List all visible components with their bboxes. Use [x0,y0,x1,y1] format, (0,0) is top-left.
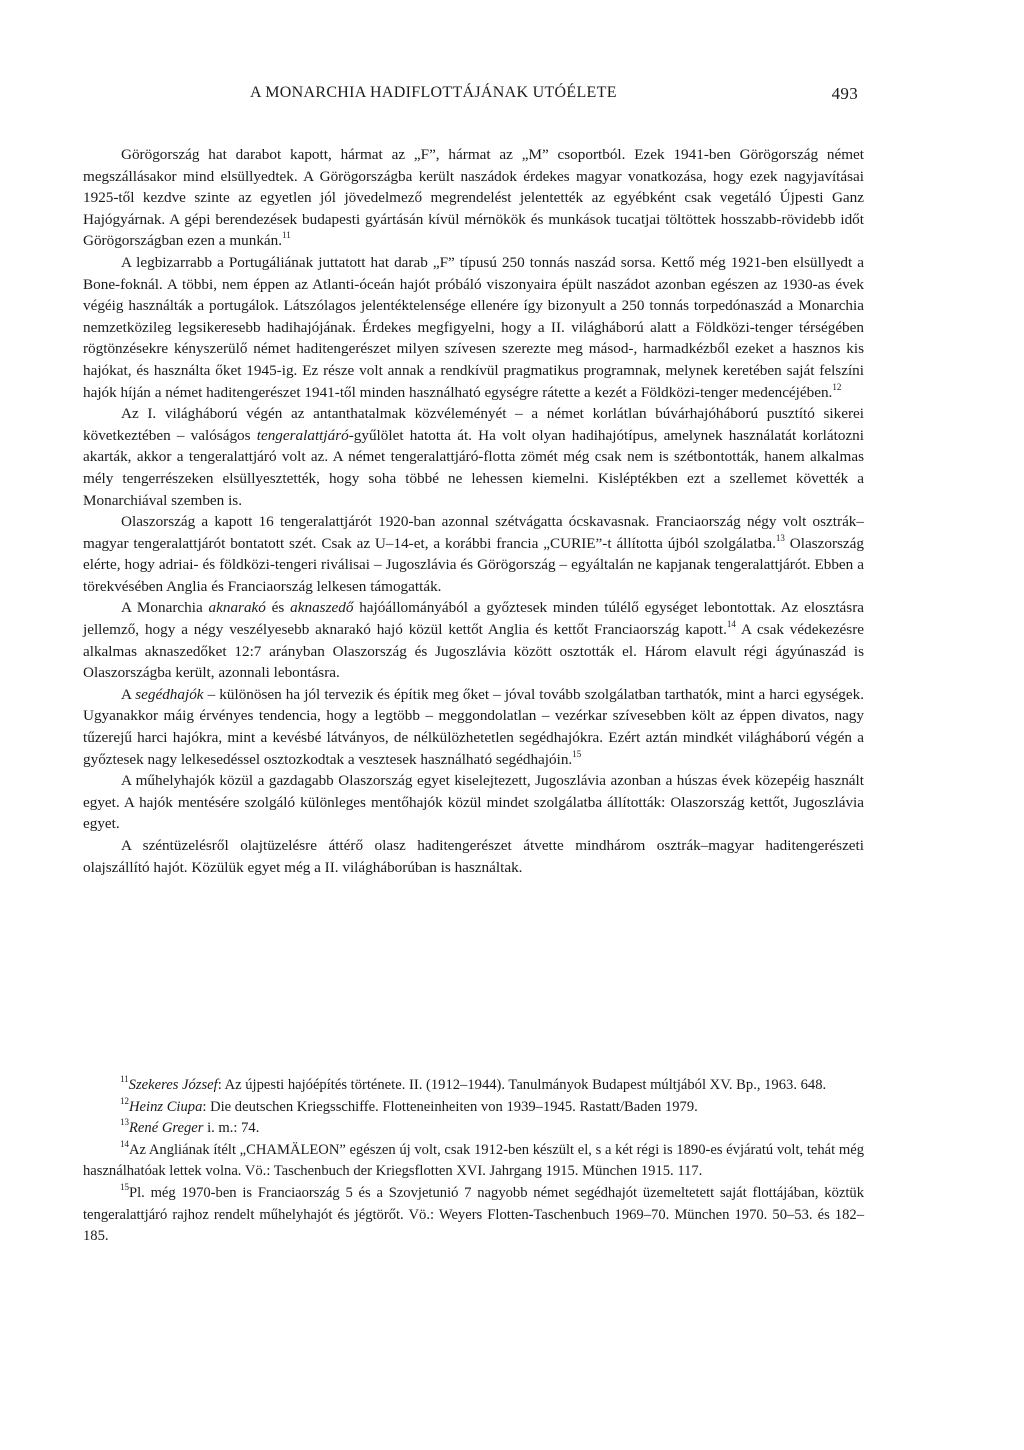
footnote-author: René Greger [129,1120,204,1137]
paragraph [83,770,864,835]
footnote [83,1075,864,1097]
paragraph [83,403,864,511]
paragraph-text: – különösen ha jól tervezik és építik meg őket – jóval tovább szolgálatban tarthatók, mint a harci egységek. Ugyanakkor máig érvényes tendencia, hogy a legtöbb – meggondolatlan – vezérkar szívesebben költ az éppen divatos, nagy tűzerejű harci hajókra, mint a kevésbé látványos, de nélkülözhetetlen segédhajókra. Ezért aztán mindkét világháború végén a győztesek nagy lelkesedéssel osztozkodtak a vesztesek használható segédhajóin. [83,685,865,768]
emphasis: aknarakó [208,599,266,617]
paragraph-text: Az I. világháború végén az antanthatalmak közvéleményét – a német korlátlan búvárhajóháború pusztító sikerei következtében – valóságos [83,405,864,444]
footnote-ref: 13 [775,532,785,543]
footnote [83,1118,864,1140]
paragraph [83,511,864,597]
paragraph-text: A széntüzelésről olajtüzelésre áttérő olasz haditengerészet átvette mindhárom osztrák–magyar haditengerészeti olajszállító hajót. Közülük egyet még a II. világháborúban is használtak. [83,837,864,876]
paragraph-text: A csak védekezésre alkalmas aknaszedőket 12:7 arányban Olaszország és Jugoszlávia között osztották el. Három elavult régi ágyúnaszád is Olaszországba került, azonnali lebontásra. [83,621,864,682]
paragraph-text: Olaszország a kapott 16 tengeralattjárót 1920-ban azonnal szétvágatta ócskavasnak. Franciaország négy volt osztrák–magyar tengeralattjárót bontatott szét. Csak az U–14-et, a korábbi francia „CURIE”-t állította újból szolgálatba. [83,513,864,552]
paragraph [83,835,864,878]
running-title: A MONARCHIA HADIFLOTTÁJÁNAK UTÓÉLETE [250,84,617,101]
emphasis: aknaszedő [290,599,354,617]
footnote-ref: 14 [726,619,736,630]
footnote [83,1140,864,1183]
footnote-number: 15 [120,1181,129,1192]
footnote-number: 11 [120,1074,129,1084]
paragraph-text: A Monarchia [121,599,209,617]
page-number: 493 [831,84,858,103]
footnote [83,1097,864,1119]
paragraph [83,684,864,770]
footnote [83,1183,864,1248]
paragraph [83,597,864,683]
footnote-text: i. m.: 74. [203,1120,260,1137]
footnote-text: : Die deutschen Kriegsschiffe. Flotteneinheiten von 1939–1945. Rastatt/Baden 1979. [202,1098,698,1115]
footnote-author: Heinz Ciupa [129,1098,203,1115]
running-header [0,84,1024,108]
paragraph [83,144,864,252]
footnote-text: : Az újpesti hajóépítés története. II. (1912–1944). Tanulmányok Budapest múltjából XV. Bp., 1963. 648. [217,1077,827,1093]
paragraph-text: A műhelyhajók közül a gazdagabb Olaszország egyet kiselejtezett, Jugoszlávia azonban a húszas évek közepéig használt egyet. A hajók mentésére szolgáló különleges mentőhajók közül mindet szolgálatba állították: Olaszország kettőt, Jugoszlávia egyet. [83,772,864,833]
footnote-author: Szekeres József [128,1077,218,1093]
footnote-number: 12 [120,1095,129,1106]
paragraph-text: Olaszország elérte, hogy adriai- és földközi-tengeri riválisai – Jugoszlávia és Görögország – egyáltalán ne kapjanak tengeralattjárót. Ebben a törekvésében Anglia és Franciaország lelkesen támogatták. [83,534,864,595]
footnote-number: 14 [120,1138,129,1149]
footnote-ref: 11 [282,230,291,241]
paragraph-text: hajóállományából a győztesek minden túlélő egységet lebontottak. Az elosztásra jellemző, hogy a négy veszélyesebb aknarakó hajó közül kettőt Anglia és kettőt Franciaország kapott. [83,599,864,639]
footnote-number: 13 [120,1117,129,1128]
emphasis: segédhajók [135,685,204,703]
footnote-ref: 12 [832,381,842,392]
footnote-ref: 15 [572,748,582,759]
paragraph-text: A [121,685,136,703]
paragraph-text: -gyűlölet hatotta át. Ha volt olyan hadihajótípus, amelynek használatát korlátozni akarták, akkor a tengeralattjáró volt az. A német tengeralattjáró-flotta zömét még csak nem is szétbontották, hanem alkalmas mély tengerrészeken elsüllyesztették, hogy soha többé ne lehessen kiemelni. Kisléptékben ezt a szellemet követték a Monarchiával szemben is. [83,426,864,509]
footnotes [83,1075,864,1248]
paragraph-text: A legbizarrabb a Portugáliának juttatott hat darab „F” típusú 250 tonnás naszád sorsa. Kettő még 1921-ben elsüllyedt a Bone-foknál. A többi, nem éppen az Atlanti-óceán hajót próbáló viszonyaira épült naszádot azonban egészen az 1930-as évek végéig használták a portugálok. Látszólagos jelentéktelensége ellenére így bizonyult a 250 tonnás torpedónaszád a Monarchia nemzetközileg legsikeresebb hadihajójának. Érdekes megfigyelni, hogy a II. világháború alatt a Földközi-tenger térségében rögtönzésekre kényszerülő német haditengerészet milyen szívesen szerezte meg másod-, harmadkézből ezeket a hasznos kis hajókat, és használta őket 1945-ig. Ez része volt annak a rendkívül pragmatikus programnak, melynek keretében saját felszíni hajók híján a német haditengerészet 1941-től minden használható egységre rátette a kezét a Földközi-tenger medencéjében. [83,253,864,401]
footnote-text: Pl. még 1970-ben is Franciaország 5 és a Szovjetunió 7 nagyobb német segédhajót üzemeltetett saját flottájában, köztük tengeralattjáró rajhoz rendelt műhelyhajót és jégtörőt. Vö.: Weyers Flotten-Taschenbuch 1969–70. München 1970. 50–53. és 182–185. [83,1184,864,1245]
paragraph-text: Görögország hat darabot kapott, hármat az „F”, hármat az „M” csoportból. Ezek 1941-ben Görögország német megszállásakor mind elsüllyedtek. A Görögországba került naszádok érdekes magyar vonatkozása, hogy ezek nagyjavításai 1925-től kezdve szinte az egyetlen jól jövedelmező megrendelést jelentették az egyébként csak vegetáló Újpesti Ganz Hajógyárnak. A gépi berendezések budapesti gyártásán kívül mérnökök és munkások tucatjai töltöttek hosszabb-rövidebb időt Görögországban ezen a munkán. [83,146,864,250]
footnote-text: Az Angliának ítélt „CHAMÄLEON” egészen új volt, csak 1912-ben készült el, s a két régi is 1890-es évjáratú volt, tehát még használhatóak lettek volna. Vö.: Taschenbuch der Kriegsflotten XVI. Jahrgang 1915. München 1915. 117. [83,1141,864,1180]
paragraph [83,252,864,403]
emphasis: tengeralattjáró [256,426,349,444]
body-text [83,144,864,878]
paragraph-text: és [265,599,291,617]
